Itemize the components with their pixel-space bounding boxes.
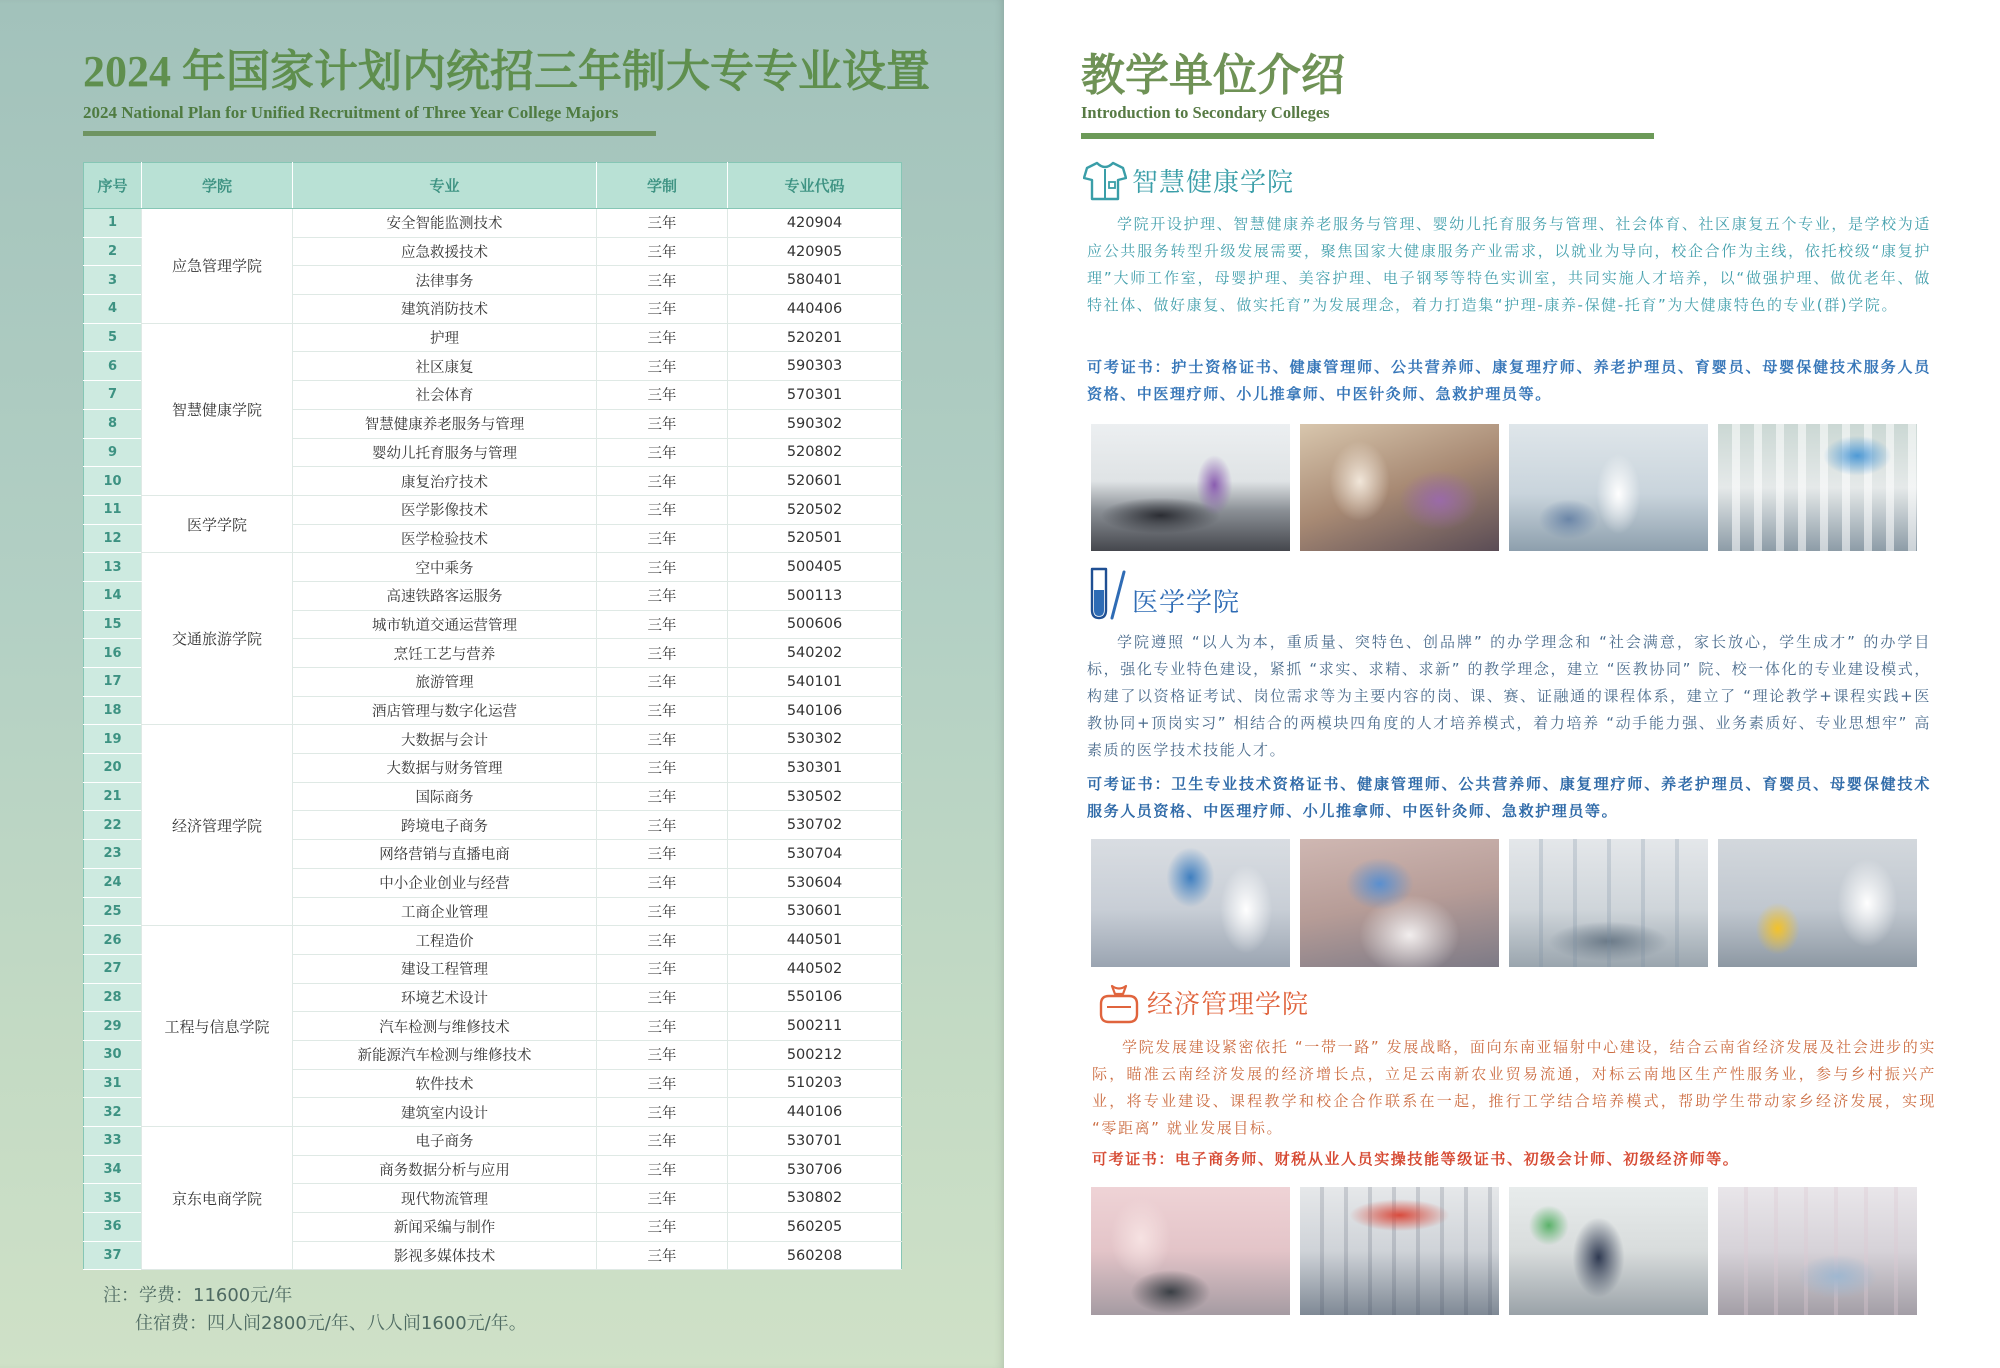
row-number-cell: 28 (84, 983, 142, 1012)
major-cell: 旅游管理 (293, 668, 597, 697)
code-cell: 540101 (728, 668, 902, 697)
row-number-cell: 9 (84, 438, 142, 467)
section-health-photo-1 (1091, 424, 1290, 551)
college-cell: 智慧健康学院 (142, 323, 293, 495)
major-cell: 大数据与会计 (293, 725, 597, 754)
row-number-cell: 8 (84, 409, 142, 438)
duration-cell: 三年 (597, 868, 728, 897)
row-number-cell: 3 (84, 266, 142, 295)
duration-cell: 三年 (597, 581, 728, 610)
code-cell: 420904 (728, 209, 902, 238)
major-cell: 安全智能监测技术 (293, 209, 597, 238)
major-cell: 城市轨道交通运营管理 (293, 610, 597, 639)
major-cell: 电子商务 (293, 1127, 597, 1156)
duration-cell: 三年 (597, 811, 728, 840)
row-number-cell: 36 (84, 1213, 142, 1242)
table-body (84, 209, 902, 1270)
duration-cell: 三年 (597, 1241, 728, 1270)
code-cell: 440501 (728, 926, 902, 955)
row-number-cell: 1 (84, 209, 142, 238)
code-cell: 530704 (728, 840, 902, 869)
code-cell: 520802 (728, 438, 902, 467)
duration-cell: 三年 (597, 1184, 728, 1213)
section-medical-photo-4 (1718, 839, 1917, 967)
code-cell: 520201 (728, 323, 902, 352)
table-row (84, 926, 902, 955)
section-title-economics: 经济管理学院 (1147, 990, 1310, 1020)
code-cell: 520501 (728, 524, 902, 553)
code-cell: 510203 (728, 1069, 902, 1098)
section-title-health: 智慧健康学院 (1132, 168, 1295, 198)
major-cell: 康复治疗技术 (293, 467, 597, 496)
major-cell: 新闻采编与制作 (293, 1213, 597, 1242)
major-cell: 社会体育 (293, 381, 597, 410)
code-cell: 530701 (728, 1127, 902, 1156)
row-number-cell: 24 (84, 868, 142, 897)
duration-cell: 三年 (597, 1069, 728, 1098)
tuition-note: 注：学费：11600元/年 (103, 1285, 293, 1306)
section-health-photo-2 (1300, 424, 1499, 551)
college-cell: 工程与信息学院 (142, 926, 293, 1127)
row-number-cell: 7 (84, 381, 142, 410)
major-cell: 网络营销与直播电商 (293, 840, 597, 869)
row-number-cell: 29 (84, 1012, 142, 1041)
table-row (84, 495, 902, 524)
section-description-economics: 学院发展建设紧密依托 “一带一路” 发展战略，面向东南亚辐射中心建设，结合云南省经济发展及社会进步的实际，瞄准云南经济发展的经济增长点，立足云南新农业贸易流通，对标云南地区生产性服务业，参与乡村振兴产业，将专业建设、课程教学和校企合作联系在一起，推行工学结合培养模式，帮助学生带动家乡经济发展，实现 “零距离” 就业发展目标。 (1092, 1038, 1936, 1137)
row-number-cell: 13 (84, 553, 142, 582)
section-description-medical: 学院遵照 “以人为本，重质量、突特色、创品牌” 的办学理念和 “社会满意，家长放心，学生成才” 的办学目标，强化专业特色建设，紧抓 “求实、求精、求新” 的教学理念，建立 “医教协同” 院、校一体化的专业建设模式，构建了以资格证考试、岗位需求等为主要内容的岗、课、赛、证融通的课程体系，建立了 “理论教学+课程实践+医教协同+顶岗实习” 相结合的两模块四角度的人才培养模式，着力培养 “动手能力强、业务素质好、专业思想牢” 高素质的医学技术技能人才。 (1087, 633, 1931, 759)
row-number-cell: 22 (84, 811, 142, 840)
row-number-cell: 4 (84, 295, 142, 324)
major-cell: 法律事务 (293, 266, 597, 295)
header-code: 专业代码 (728, 163, 902, 209)
code-cell: 440502 (728, 954, 902, 983)
code-cell: 560205 (728, 1213, 902, 1242)
section-medical-photo-3 (1509, 839, 1708, 967)
code-cell: 550106 (728, 983, 902, 1012)
duration-cell: 三年 (597, 524, 728, 553)
row-number-cell: 15 (84, 610, 142, 639)
section-certificates-economics: 可考证书：电子商务师、财税从业人员实操技能等级证书、初级会计师、初级经济师等。 (1092, 1150, 1740, 1168)
code-cell: 570301 (728, 381, 902, 410)
row-number-cell: 16 (84, 639, 142, 668)
code-cell: 500212 (728, 1040, 902, 1069)
duration-cell: 三年 (597, 754, 728, 783)
code-cell: 500211 (728, 1012, 902, 1041)
title-underline (83, 131, 656, 136)
section-health-photo-4 (1718, 424, 1917, 551)
college-cell: 经济管理学院 (142, 725, 293, 926)
duration-cell: 三年 (597, 438, 728, 467)
row-number-cell: 18 (84, 696, 142, 725)
duration-cell: 三年 (597, 696, 728, 725)
code-cell: 590302 (728, 409, 902, 438)
major-cell: 跨境电子商务 (293, 811, 597, 840)
major-cell: 建设工程管理 (293, 954, 597, 983)
duration-cell: 三年 (597, 639, 728, 668)
code-cell: 500113 (728, 581, 902, 610)
duration-cell: 三年 (597, 209, 728, 238)
duration-cell: 三年 (597, 1012, 728, 1041)
shirt-icon (1083, 158, 1127, 202)
row-number-cell: 33 (84, 1127, 142, 1156)
table-row (84, 323, 902, 352)
major-cell: 软件技术 (293, 1069, 597, 1098)
major-cell: 医学影像技术 (293, 495, 597, 524)
duration-cell: 三年 (597, 1213, 728, 1242)
code-cell: 530301 (728, 754, 902, 783)
major-cell: 建筑室内设计 (293, 1098, 597, 1127)
major-cell: 高速铁路客运服务 (293, 581, 597, 610)
major-cell: 工商企业管理 (293, 897, 597, 926)
code-cell: 440406 (728, 295, 902, 324)
code-cell: 530706 (728, 1155, 902, 1184)
duration-cell: 三年 (597, 840, 728, 869)
college-cell: 京东电商学院 (142, 1127, 293, 1270)
duration-cell: 三年 (597, 323, 728, 352)
row-number-cell: 31 (84, 1069, 142, 1098)
row-number-cell: 35 (84, 1184, 142, 1213)
row-number-cell: 21 (84, 782, 142, 811)
code-cell: 540106 (728, 696, 902, 725)
duration-cell: 三年 (597, 897, 728, 926)
duration-cell: 三年 (597, 610, 728, 639)
duration-cell: 三年 (597, 926, 728, 955)
major-cell: 汽车检测与维修技术 (293, 1012, 597, 1041)
row-number-cell: 19 (84, 725, 142, 754)
duration-cell: 三年 (597, 983, 728, 1012)
majors-table (83, 162, 902, 1270)
major-cell: 社区康复 (293, 352, 597, 381)
row-number-cell: 32 (84, 1098, 142, 1127)
major-cell: 工程造价 (293, 926, 597, 955)
duration-cell: 三年 (597, 381, 728, 410)
code-cell: 580401 (728, 266, 902, 295)
row-number-cell: 26 (84, 926, 142, 955)
major-cell: 婴幼儿托育服务与管理 (293, 438, 597, 467)
major-cell: 国际商务 (293, 782, 597, 811)
row-number-cell: 14 (84, 581, 142, 610)
header-major: 专业 (293, 163, 597, 209)
code-cell: 440106 (728, 1098, 902, 1127)
code-cell: 520502 (728, 495, 902, 524)
duration-cell: 三年 (597, 1098, 728, 1127)
code-cell: 540202 (728, 639, 902, 668)
table-row (84, 1127, 902, 1156)
code-cell: 530601 (728, 897, 902, 926)
section-page-subtitle: Introduction to Secondary Colleges (1081, 103, 1330, 122)
row-number-cell: 27 (84, 954, 142, 983)
section-economics-photo-1 (1091, 1187, 1290, 1315)
duration-cell: 三年 (597, 409, 728, 438)
college-cell: 医学学院 (142, 495, 293, 552)
college-cell: 应急管理学院 (142, 209, 293, 324)
college-cell: 交通旅游学院 (142, 553, 293, 725)
major-cell: 影视多媒体技术 (293, 1241, 597, 1270)
section-description-health: 学院开设护理、智慧健康养老服务与管理、婴幼儿托育服务与管理、社会体育、社区康复五个专业，是学校为适应公共服务转型升级发展需要，聚焦国家大健康服务产业需求，以就业为导向，校企合作为主线，依托校级“康复护理”大师工作室，母婴护理、美容护理、电子钢琴等特色实训室，共同实施人才培养，以“做强护理、做优老年、做特社体、做好康复、做实托育”为发展理念，着力打造集“护理-康养-保健-托育”为大健康特色的专业(群)学院。 (1087, 215, 1931, 314)
row-number-cell: 34 (84, 1155, 142, 1184)
duration-cell: 三年 (597, 553, 728, 582)
section-title-underline (1081, 133, 1654, 139)
major-cell: 应急救援技术 (293, 237, 597, 266)
row-number-cell: 30 (84, 1040, 142, 1069)
header-duration: 学制 (597, 163, 728, 209)
duration-cell: 三年 (597, 1127, 728, 1156)
table-row (84, 725, 902, 754)
major-cell: 酒店管理与数字化运营 (293, 696, 597, 725)
row-number-cell: 10 (84, 467, 142, 496)
page-subtitle: 2024 National Plan for Unified Recruitment of Three Year College Majors (83, 103, 619, 122)
header-number: 序号 (84, 163, 142, 209)
duration-cell: 三年 (597, 725, 728, 754)
code-cell: 500405 (728, 553, 902, 582)
major-cell: 智慧健康养老服务与管理 (293, 409, 597, 438)
major-cell: 空中乘务 (293, 553, 597, 582)
accommodation-note: 住宿费：四人间2800元/年、八人间1600元/年。 (135, 1313, 527, 1334)
table-row (84, 209, 902, 238)
section-medical-photo-2 (1300, 839, 1499, 967)
duration-cell: 三年 (597, 1155, 728, 1184)
row-number-cell: 11 (84, 495, 142, 524)
code-cell: 530302 (728, 725, 902, 754)
duration-cell: 三年 (597, 495, 728, 524)
major-cell: 新能源汽车检测与维修技术 (293, 1040, 597, 1069)
code-cell: 560208 (728, 1241, 902, 1270)
code-cell: 530802 (728, 1184, 902, 1213)
code-cell: 530502 (728, 782, 902, 811)
page-title: 2024 年国家计划内统招三年制大专专业设置 (83, 47, 930, 96)
row-number-cell: 5 (84, 323, 142, 352)
row-number-cell: 23 (84, 840, 142, 869)
duration-cell: 三年 (597, 1040, 728, 1069)
code-cell: 520601 (728, 467, 902, 496)
code-cell: 500606 (728, 610, 902, 639)
row-number-cell: 25 (84, 897, 142, 926)
header-college: 学院 (142, 163, 293, 209)
section-economics-photo-3 (1509, 1187, 1708, 1315)
money-bag-icon (1096, 983, 1142, 1025)
duration-cell: 三年 (597, 954, 728, 983)
code-cell: 530702 (728, 811, 902, 840)
section-page-title: 教学单位介绍 (1081, 51, 1345, 100)
duration-cell: 三年 (597, 782, 728, 811)
table-header-row (84, 163, 902, 209)
section-certificates-medical: 可考证书：卫生专业技术资格证书、健康管理师、公共营养师、康复理疗师、养老护理员、育婴员、母婴保健技术服务人员资格、中医理疗师、小儿推拿师、中医针灸师、急救护理员等。 (1087, 775, 1931, 820)
duration-cell: 三年 (597, 467, 728, 496)
row-number-cell: 37 (84, 1241, 142, 1270)
major-cell: 建筑消防技术 (293, 295, 597, 324)
major-cell: 烹饪工艺与营养 (293, 639, 597, 668)
major-cell: 现代物流管理 (293, 1184, 597, 1213)
duration-cell: 三年 (597, 295, 728, 324)
row-number-cell: 2 (84, 237, 142, 266)
row-number-cell: 20 (84, 754, 142, 783)
major-cell: 环境艺术设计 (293, 983, 597, 1012)
code-cell: 530604 (728, 868, 902, 897)
duration-cell: 三年 (597, 352, 728, 381)
major-cell: 商务数据分析与应用 (293, 1155, 597, 1184)
major-cell: 中小企业创业与经营 (293, 868, 597, 897)
code-cell: 420905 (728, 237, 902, 266)
code-cell: 590303 (728, 352, 902, 381)
row-number-cell: 6 (84, 352, 142, 381)
section-economics-photo-2 (1300, 1187, 1499, 1315)
major-cell: 大数据与财务管理 (293, 754, 597, 783)
section-health-photo-3 (1509, 424, 1708, 551)
section-economics-photo-4 (1718, 1187, 1917, 1315)
section-certificates-health: 可考证书：护士资格证书、健康管理师、公共营养师、康复理疗师、养老护理员、育婴员、母婴保健技术服务人员资格、中医理疗师、小儿推拿师、中医针灸师、急救护理员等。 (1087, 358, 1931, 403)
table-row (84, 553, 902, 582)
section-medical-photo-1 (1091, 839, 1290, 967)
major-cell: 护理 (293, 323, 597, 352)
row-number-cell: 17 (84, 668, 142, 697)
row-number-cell: 12 (84, 524, 142, 553)
test-tube-icon (1087, 566, 1129, 622)
major-cell: 医学检验技术 (293, 524, 597, 553)
duration-cell: 三年 (597, 668, 728, 697)
duration-cell: 三年 (597, 266, 728, 295)
section-title-medical: 医学学院 (1132, 588, 1241, 618)
duration-cell: 三年 (597, 237, 728, 266)
